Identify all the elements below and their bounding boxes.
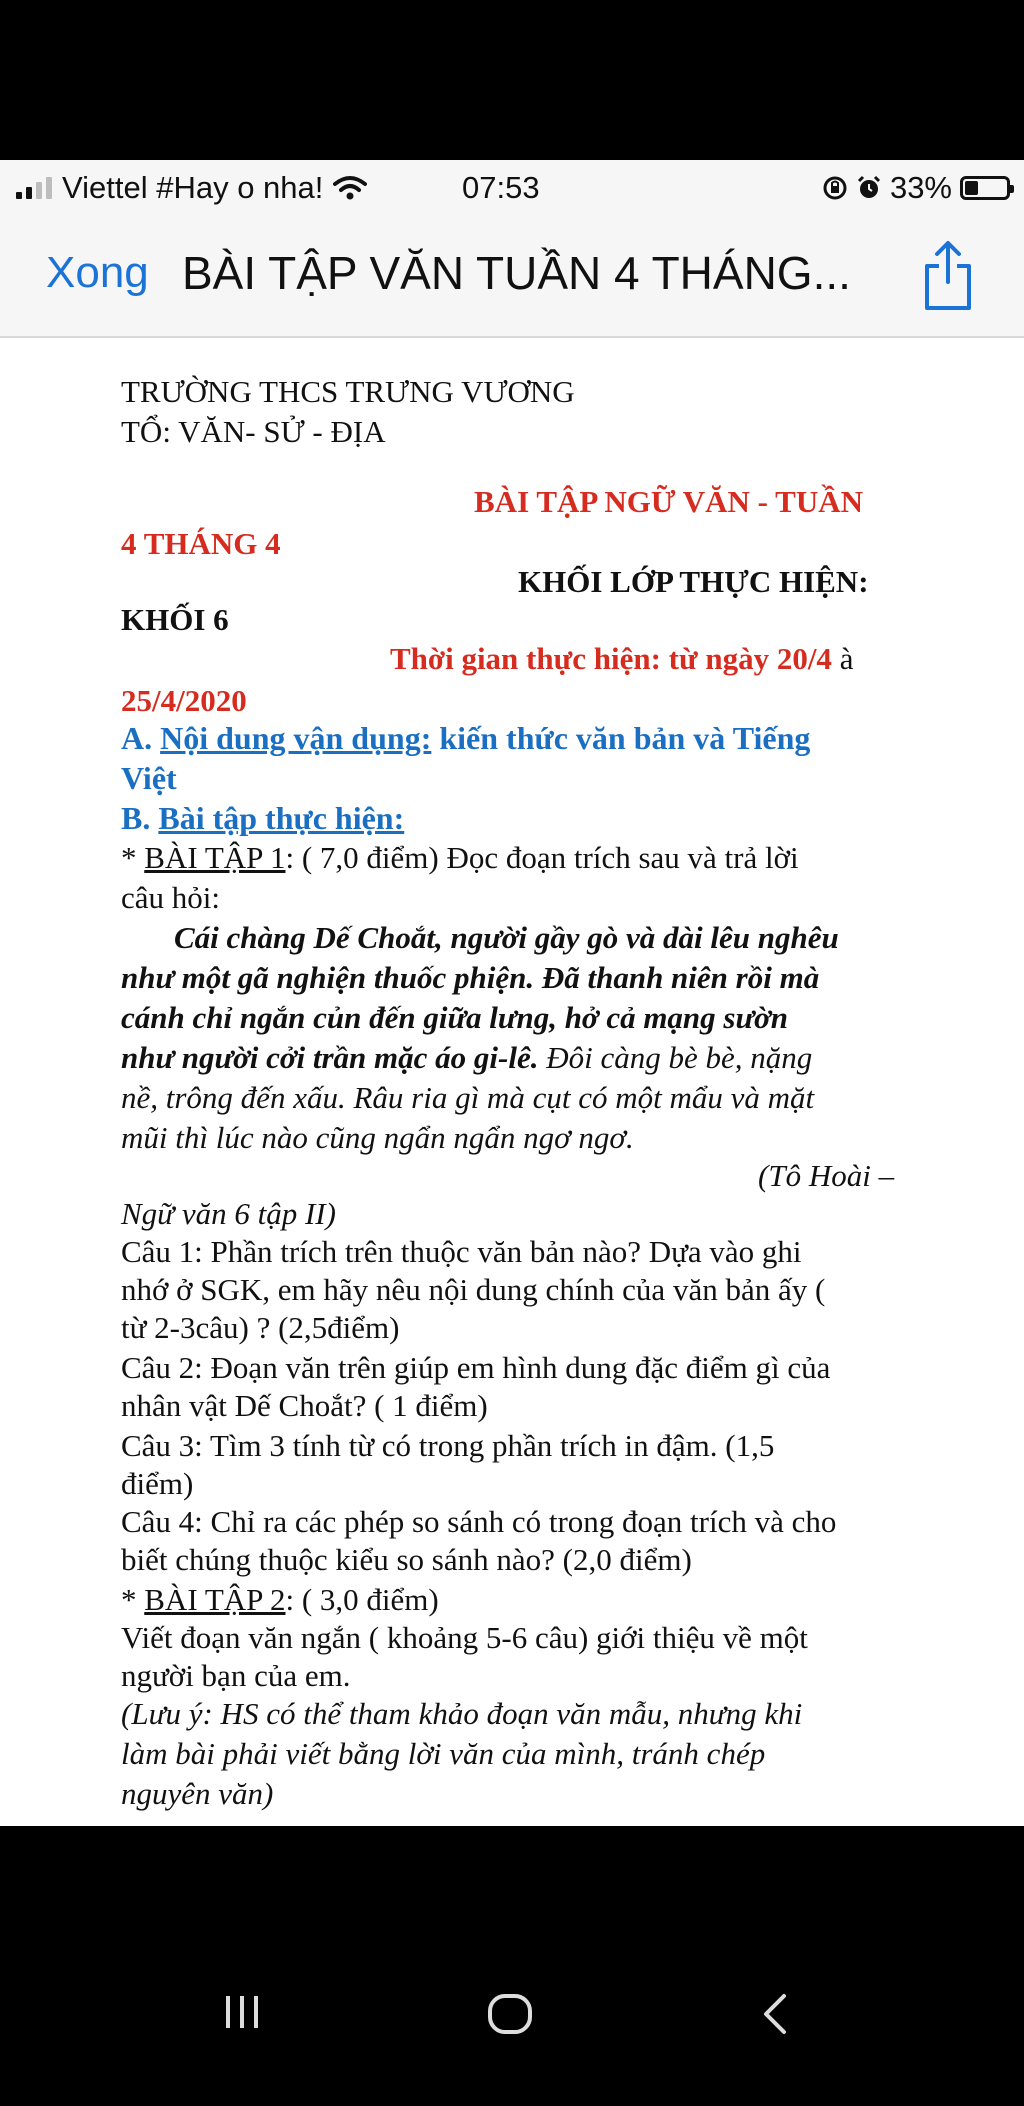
passage-bold-end: như người cởi trần mặc áo gi-lê. [121, 1040, 539, 1075]
question-line: từ 2-3câu) ? (2,5điểm) [121, 1310, 400, 1345]
exercise-1-line2: câu hỏi: [121, 880, 220, 915]
section-a-prefix: A. [121, 720, 153, 756]
department-name: TỔ: VĂN- SỬ - ĐỊA [121, 414, 386, 449]
passage-line: nề, trông đến xấu. Râu ria gì mà cụt có một mẩu và mặt [121, 1080, 815, 1115]
source-book: Ngữ văn 6 tập II) [121, 1196, 336, 1231]
note-line: (Lưu ý: HS có thể tham khảo đoạn văn mẫu, nhưng khi [121, 1696, 803, 1731]
passage-line: mũi thì lúc nào cũng ngẩn ngẩn ngơ ngơ. [121, 1120, 634, 1155]
done-button[interactable]: Xong [46, 248, 149, 297]
exercise-1-text: : ( 7,0 điểm) Đọc đoạn trích sau và trả lời [285, 840, 799, 875]
passage-line: Cái chàng Dế Choắt, người gầy gò và dài lêu nghêu [174, 920, 839, 955]
battery-icon [960, 176, 1010, 200]
question-line: Câu 2: Đoạn văn trên giúp em hình dung đặc điểm gì của [121, 1350, 831, 1385]
exercise-1-label: BÀI TẬP 1 [144, 840, 286, 875]
section-b-link[interactable]: Bài tập thực hiện: [158, 800, 405, 836]
time-end: 25/4/2020 [121, 683, 247, 718]
exercise-2-star: * [121, 1582, 137, 1617]
question-line: Câu 4: Chỉ ra các phép so sánh có trong đoạn trích và cho [121, 1504, 837, 1539]
status-left [16, 170, 367, 206]
status-bar [0, 160, 1024, 220]
time-period [390, 641, 853, 677]
clock: 07:53 [462, 170, 540, 205]
status-right [822, 170, 1010, 206]
navigation-bar [0, 220, 1024, 338]
recent-apps-icon[interactable] [222, 1992, 262, 2032]
question-line: biết chúng thuộc kiểu so sánh nào? (2,0 điểm) [121, 1542, 692, 1577]
exercise-title: BÀI TẬP NGỮ VĂN - TUẦN [474, 484, 863, 519]
signal-icon [16, 177, 52, 199]
time-label: Thời gian thực hiện: từ ngày 20/4 [390, 641, 832, 676]
exercise-1-star: * [121, 840, 137, 875]
note-line: nguyên văn) [121, 1776, 274, 1811]
question-line: nhớ ở SGK, em hãy nêu nội dung chính của văn bản ấy ( [121, 1272, 826, 1307]
home-icon[interactable] [486, 1992, 534, 2036]
document-page[interactable] [0, 338, 1024, 1826]
question-line: điểm) [121, 1466, 194, 1501]
section-a-text: kiến thức văn bản và Tiếng [431, 720, 811, 756]
back-icon[interactable] [760, 1992, 790, 2036]
question-line: nhân vật Dế Choắt? ( 1 điểm) [121, 1388, 488, 1423]
grade-value: KHỐI 6 [121, 602, 229, 637]
passage-line: cánh chỉ ngắn củn đến giữa lưng, hở cả mạng sườn [121, 1000, 788, 1035]
system-navigation-bar [0, 1826, 1024, 2106]
share-icon[interactable] [918, 238, 978, 314]
wifi-icon [333, 175, 367, 201]
exercise-2-label: BÀI TẬP 2 [144, 1582, 286, 1617]
note-line: làm bài phải viết bằng lời văn của mình, tránh chép [121, 1736, 766, 1771]
exercise-2-text: : ( 3,0 điểm) [285, 1582, 439, 1617]
battery-percent: 33% [889, 170, 952, 205]
alarm-icon [856, 175, 882, 201]
time-connector: à [839, 641, 854, 676]
source-author: (Tô Hoài – [758, 1158, 895, 1193]
passage-italic-start: Đôi càng bè bè, nặng [538, 1040, 813, 1075]
section-a [121, 720, 810, 757]
section-b [121, 800, 404, 837]
exercise-2-line: người bạn của em. [121, 1658, 351, 1693]
orientation-lock-icon [822, 175, 848, 201]
school-name: TRƯỜNG THCS TRƯNG VƯƠNG [121, 374, 575, 409]
grade-label: KHỐI LỚP THỰC HIỆN: [518, 564, 869, 599]
section-b-prefix: B. [121, 800, 151, 836]
exercise-title-line2: 4 THÁNG 4 [121, 526, 281, 561]
question-line: Câu 1: Phần trích trên thuộc văn bản nào? Dựa vào ghi [121, 1234, 802, 1269]
exercise-2-line: Viết đoạn văn ngắn ( khoảng 5-6 câu) giới thiệu về một [121, 1620, 808, 1655]
section-a-link[interactable]: Nội dung vận dụng: [160, 720, 432, 756]
exercise-1 [121, 840, 799, 876]
passage-line: như một gã nghiện thuốc phiện. Đã thanh niên rồi mà [121, 960, 820, 995]
exercise-2 [121, 1582, 439, 1618]
carrier-name: Viettel #Hay o nha! [62, 170, 324, 205]
section-a-line2: Việt [121, 760, 177, 796]
passage-line [121, 1040, 812, 1076]
document-title: BÀI TẬP VĂN TUẦN 4 THÁNG... [182, 247, 851, 299]
question-line: Câu 3: Tìm 3 tính từ có trong phần trích in đậm. (1,5 [121, 1428, 775, 1463]
